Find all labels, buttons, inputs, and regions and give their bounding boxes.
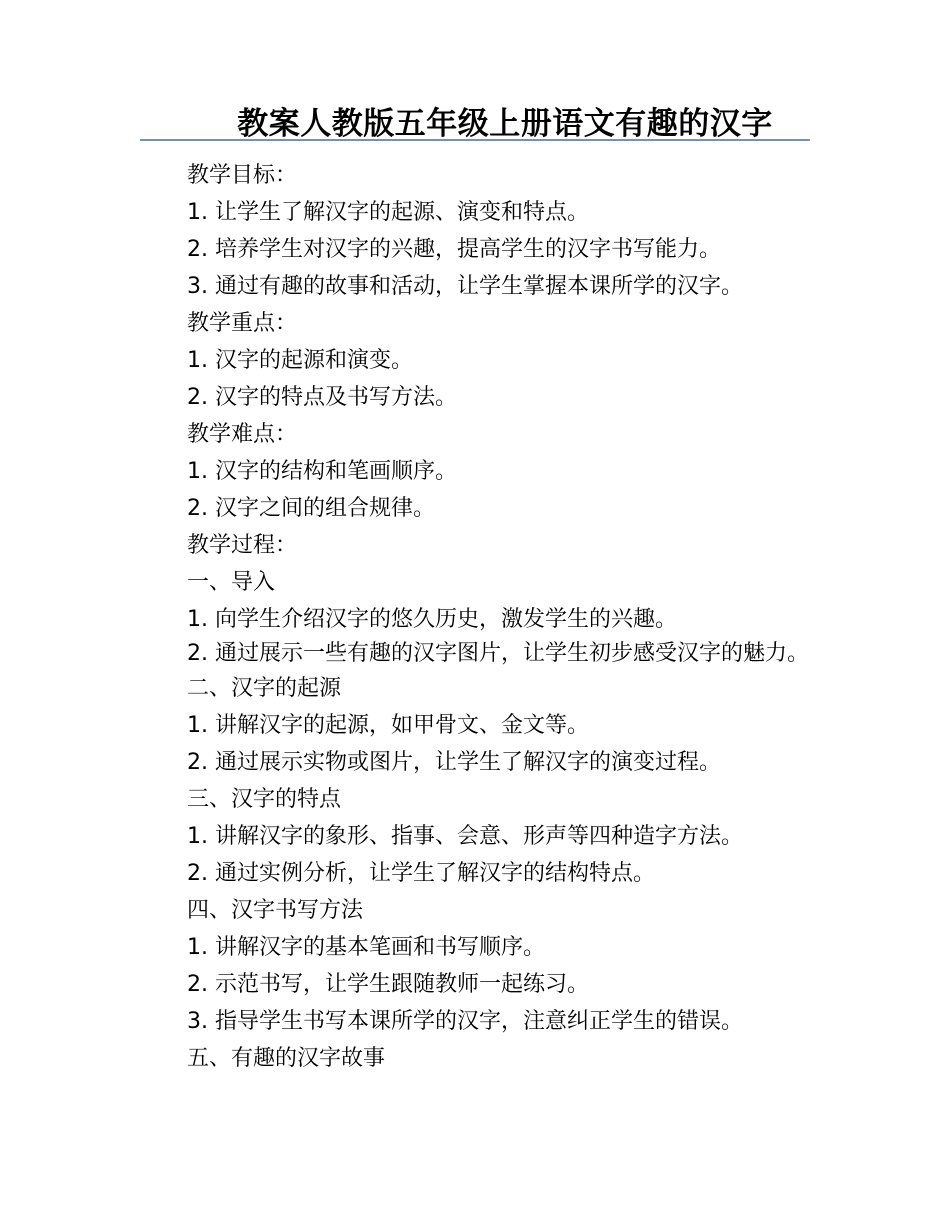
list-item: 1. 讲解汉字的起源，如甲骨文、金文等。: [187, 713, 589, 738]
section-heading: 教学难点：: [187, 422, 298, 447]
title-underline: [140, 139, 810, 141]
list-item: 1. 讲解汉字的象形、指事、会意、形声等四种造字方法。: [187, 824, 743, 849]
subsection-heading: 五、有趣的汉字故事: [187, 1046, 386, 1071]
section-heading: 教学过程：: [187, 533, 298, 558]
list-item: 2. 汉字的特点及书写方法。: [187, 385, 457, 410]
list-item: 2. 通过展示实物或图片，让学生了解汉字的演变过程。: [187, 750, 721, 775]
list-item: 1. 汉字的起源和演变。: [187, 348, 413, 373]
subsection-heading: 一、导入: [187, 570, 276, 595]
document-title: 教案人教版五年级上册语文有趣的汉字: [237, 106, 773, 142]
list-item: 1. 向学生介绍汉字的悠久历史，激发学生的兴趣。: [187, 607, 677, 632]
list-item: 3. 指导学生书写本课所学的汉字，注意纠正学生的错误。: [187, 1009, 743, 1034]
subsection-heading: 四、汉字书写方法: [187, 898, 364, 923]
list-item: 2. 培养学生对汉字的兴趣，提高学生的汉字书写能力。: [187, 237, 721, 262]
section-heading: 教学重点：: [187, 311, 298, 336]
list-item: 1. 讲解汉字的基本笔画和书写顺序。: [187, 935, 545, 960]
subsection-heading: 二、汉字的起源: [187, 676, 342, 701]
section-heading: 教学目标：: [187, 163, 298, 188]
list-item: 2. 汉字之间的组合规律。: [187, 496, 435, 521]
list-item: 3. 通过有趣的故事和活动，让学生掌握本课所学的汉字。: [187, 274, 743, 299]
list-item: 2. 示范书写，让学生跟随教师一起练习。: [187, 972, 589, 997]
document-body: [140, 157, 812, 1077]
list-item: 1. 让学生了解汉字的起源、演变和特点。: [187, 200, 589, 225]
list-item: 1. 汉字的结构和笔画顺序。: [187, 459, 457, 484]
subsection-heading: 三、汉字的特点: [187, 787, 342, 812]
list-item: 2. 通过实例分析，让学生了解汉字的结构特点。: [187, 861, 655, 886]
list-item: 2. 通过展示一些有趣的汉字图片，让学生初步感受汉字的魅力。: [187, 641, 809, 666]
